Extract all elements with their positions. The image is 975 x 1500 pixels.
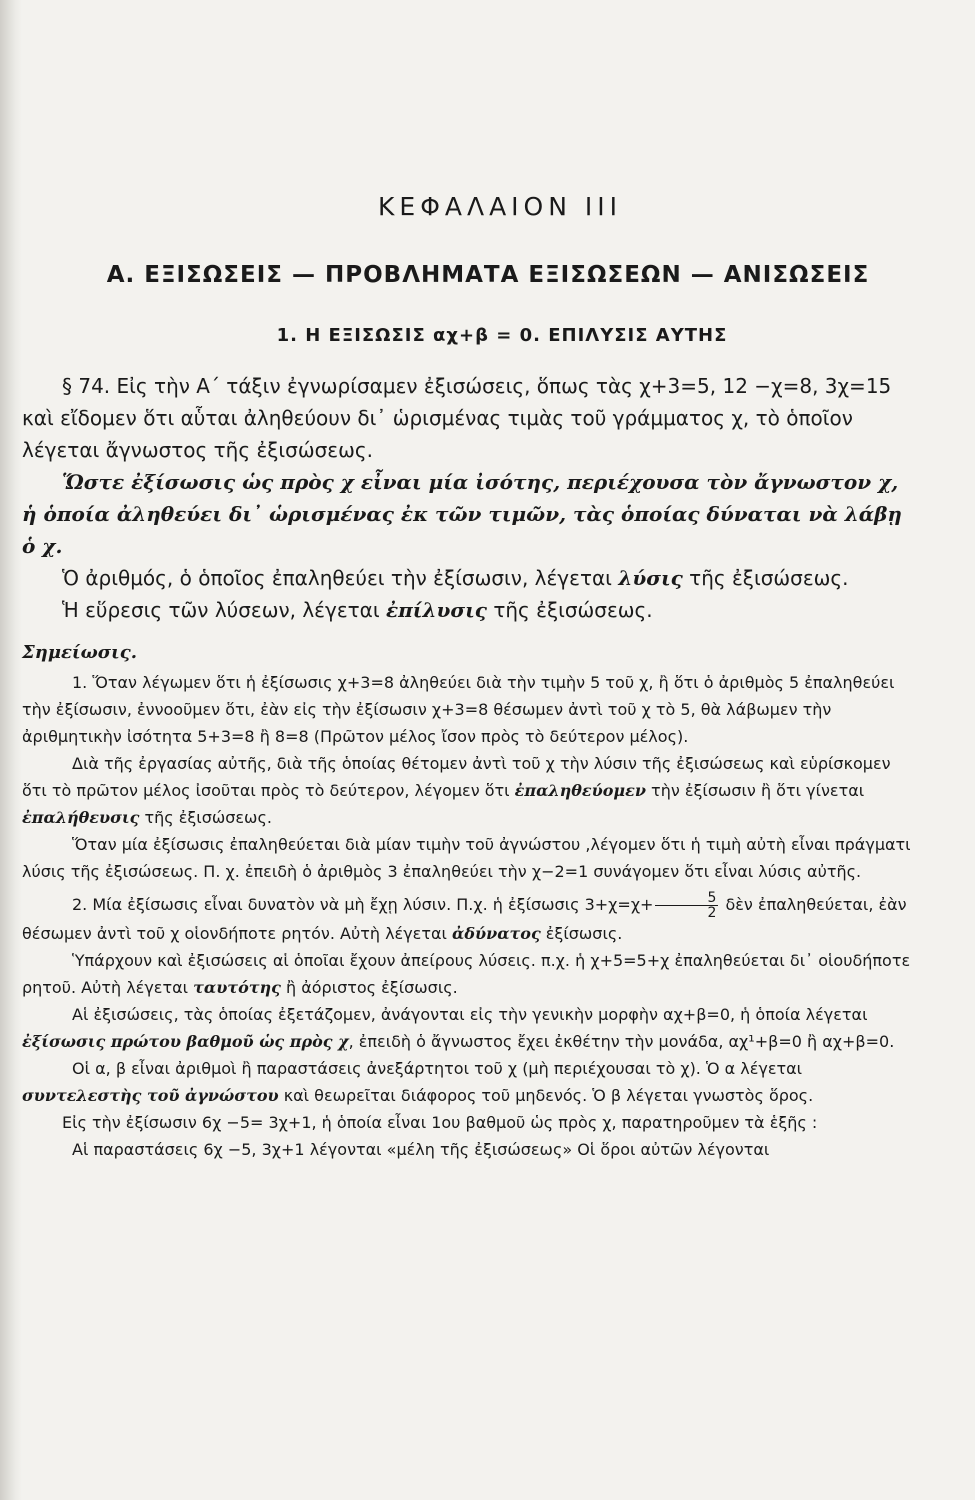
fraction-denominator: 2 <box>707 905 717 921</box>
note-1-continued <box>22 750 912 831</box>
term-verify: ἐπαληθεύομεν <box>514 781 646 800</box>
page-body <box>22 370 912 1163</box>
term-identity: ταυτότης <box>193 978 281 997</box>
term-first-degree: ἐξίσωσις πρώτου βαθμοῦ ὡς πρὸς χ <box>22 1032 349 1051</box>
paragraph-74: § 74. Εἰς τὴν Α΄ τάξιν ἐγνωρίσαμεν ἐξισώσεις, ὅπως τὰς χ+3=5, 12 −χ=8, 3χ=15 καὶ εἴδομεν ὅτι αὗται ἀληθεύουν δι᾽ ὡρισμένας τιμὰς τοῦ γράμματος χ, τὸ ὁποῖον λέγεται ἄγνωστος τῆς ἐξισώσεως. <box>22 374 892 462</box>
note-2b-text: Ὑπάρχουν καὶ ἐξισώσεις αἱ ὁποῖαι ἔχουν ἀπείρους λύσεις. π.χ. ἡ χ+5=5+χ ἐπαληθεύεται δι᾽ οἱουδήποτε ρητοῦ. Αὐτὴ λέγεται <box>22 951 911 997</box>
term-coefficient: συντελεστὴς τοῦ ἀγνώστου <box>22 1086 279 1105</box>
note-2-text: 2. Μία ἐξίσωσις εἶναι δυνατὸν νὰ μὴ ἔχῃ λύσιν. Π.χ. ἡ ἐξίσωσις 3+χ=χ+ <box>72 895 654 914</box>
definition-paragraph: Ὥστε ἐξίσωσις ὡς πρὸς χ εἶναι μία ἰσότης, περιέχουσα τὸν ἄγνωστον χ, ἡ ὁποία ἀληθεύει δι᾽ ὡρισμένας ἐκ τῶν τιμῶν, τὰς ὁποίας δύναται νὰ λάβῃ ὁ χ. <box>22 470 902 558</box>
solution-text-end: τῆς ἐξισώσεως. <box>682 566 849 590</box>
solving-term: ἐπίλυσις <box>385 598 487 622</box>
members-paragraph: Αἱ παραστάσεις 6χ −5, 3χ+1 λέγονται «μέλη τῆς ἐξισώσεως» Οἱ ὅροι αὐτῶν λέγονται <box>72 1140 770 1159</box>
solving-text-end: τῆς ἐξισώσεως. <box>486 598 653 622</box>
solution-text: Ὁ ἀριθμός, ὁ ὁποῖος ἐπαληθεύει τὴν ἐξίσωσιν, λέγεται <box>62 566 619 590</box>
solving-text: Ἡ εὕρεσις τῶν λύσεων, λέγεται <box>62 598 386 622</box>
general-text-end: , ἐπειδὴ ὁ ἄγνωστος ἔχει ἐκθέτην τὴν μονάδα, αχ¹+β=0 ἢ αχ+β=0. <box>348 1032 895 1051</box>
general-text: Αἱ ἐξισώσεις, τὰς ὁποίας ἐξετάζομεν, ἀνάγονται εἰς τὴν γενικὴν μορφὴν αχ+β=0, ἡ ὁποία λέγεται <box>72 1005 868 1024</box>
note-2b-end: ἢ ἀόριστος ἐξίσωσις. <box>280 978 458 997</box>
solution-paragraph <box>22 562 912 594</box>
coefficients-paragraph <box>22 1055 912 1109</box>
general-form-paragraph <box>22 1001 912 1055</box>
fraction-five-halves <box>655 891 718 920</box>
note-2 <box>22 891 912 947</box>
note-1b-mid: τὴν ἐξίσωσιν ἢ ὅτι γίνεται <box>645 781 865 800</box>
solving-paragraph <box>22 594 912 626</box>
note-1: 1. Ὅταν λέγωμεν ὅτι ἡ ἐξίσωσις χ+3=8 ἀληθεύει διὰ τὴν τιμὴν 5 τοῦ χ, ἢ ὅτι ὁ ἀριθμὸς 5 ἐπαληθεύει τὴν ἐξίσωσιν, ἐννοοῦμεν ὅτι, ἐὰν εἰς τὴν ἐξίσωσιν χ+3=8 θέσωμεν ἀντὶ τοῦ χ τὸ 5, θὰ λάβωμεν τὴν ἀριθμητικὴν ἰσότητα 5+3=8 ἢ 8=8 (Πρῶτον μέλος ἴσον πρὸς τὸ δεύτερον μέλος). <box>22 673 895 746</box>
example-paragraph: Εἰς τὴν ἐξίσωσιν 6χ −5= 3χ+1, ἡ ὁποία εἶναι 1ου βαθμοῦ ὡς πρὸς χ, παρατηροῦμεν τὰ ἑξῆς : <box>62 1113 818 1132</box>
note-2-mid: δὲν ἐπαληθεύεται, ἐὰν θέσωμεν ἀντὶ τοῦ χ οἱονδήποτε ρητόν. Αὐτὴ λέγεται <box>22 895 907 943</box>
note-1b-text: Διὰ τῆς ἐργασίας αὐτῆς, διὰ τῆς ὁποίας θέτομεν ἀντὶ τοῦ χ τὴν λύσιν τῆς ἐξισώσεως καὶ εὑρίσκομεν ὅτι τὸ πρῶτον μέλος ἰσοῦται πρὸς τὸ δεύτερον, λέγομεν ὅτι <box>22 754 891 800</box>
term-verification: ἐπαλήθευσις <box>22 808 140 827</box>
remarks-label: Σημείωσις. <box>22 642 137 663</box>
note-1b-end: τῆς ἐξισώσεως. <box>139 808 272 827</box>
note-1-example: Ὅταν μία ἐξίσωσις ἐπαληθεύεται διὰ μίαν τιμὴν τοῦ ἀγνώστου ,λέγομεν ὅτι ἡ τιμὴ αὐτὴ εἶναι πράγματι λύσις τῆς ἐξισώσεως. Π. χ. ἐπειδὴ ὁ ἀριθμὸς 3 ἐπαληθεύει τὴν χ−2=1 συνάγομεν ὅτι εἶναι λύσις αὐτῆς. <box>22 835 911 881</box>
chapter-heading: ΚΕΦΑΛΑΙΟΝ ΙΙΙ <box>378 192 622 221</box>
term-impossible: ἀδύνατος <box>452 924 541 943</box>
section-title: 1. Η ΕΞΙΣΩΣΙΣ αχ+β = 0. ΕΠΙΛΥΣΙΣ ΑΥΤΗΣ <box>276 325 728 346</box>
note-2-identity <box>22 947 912 1001</box>
note-2-end: ἐξίσωσις. <box>540 924 623 943</box>
page-binding-shadow <box>0 0 22 1500</box>
part-title: Α. ΕΞΙΣΩΣΕΙΣ — ΠΡΟΒΛΗΜΑΤΑ ΕΞΙΣΩΣΕΩΝ — ΑΝΙΣΩΣΕΙΣ <box>106 262 870 288</box>
coeffs-text: Οἱ α, β εἶναι ἀριθμοὶ ἢ παραστάσεις ἀνεξάρτητοι τοῦ χ (μὴ περιέχουσαι τὸ χ). Ὁ α λέγεται <box>72 1059 803 1078</box>
coeffs-text-end: καὶ θεωρεῖται διάφορος τοῦ μηδενός. Ὁ β λέγεται γνωστὸς ὅρος. <box>278 1086 814 1105</box>
fraction-numerator: 5 <box>655 891 718 906</box>
solution-term: λύσις <box>618 566 683 590</box>
